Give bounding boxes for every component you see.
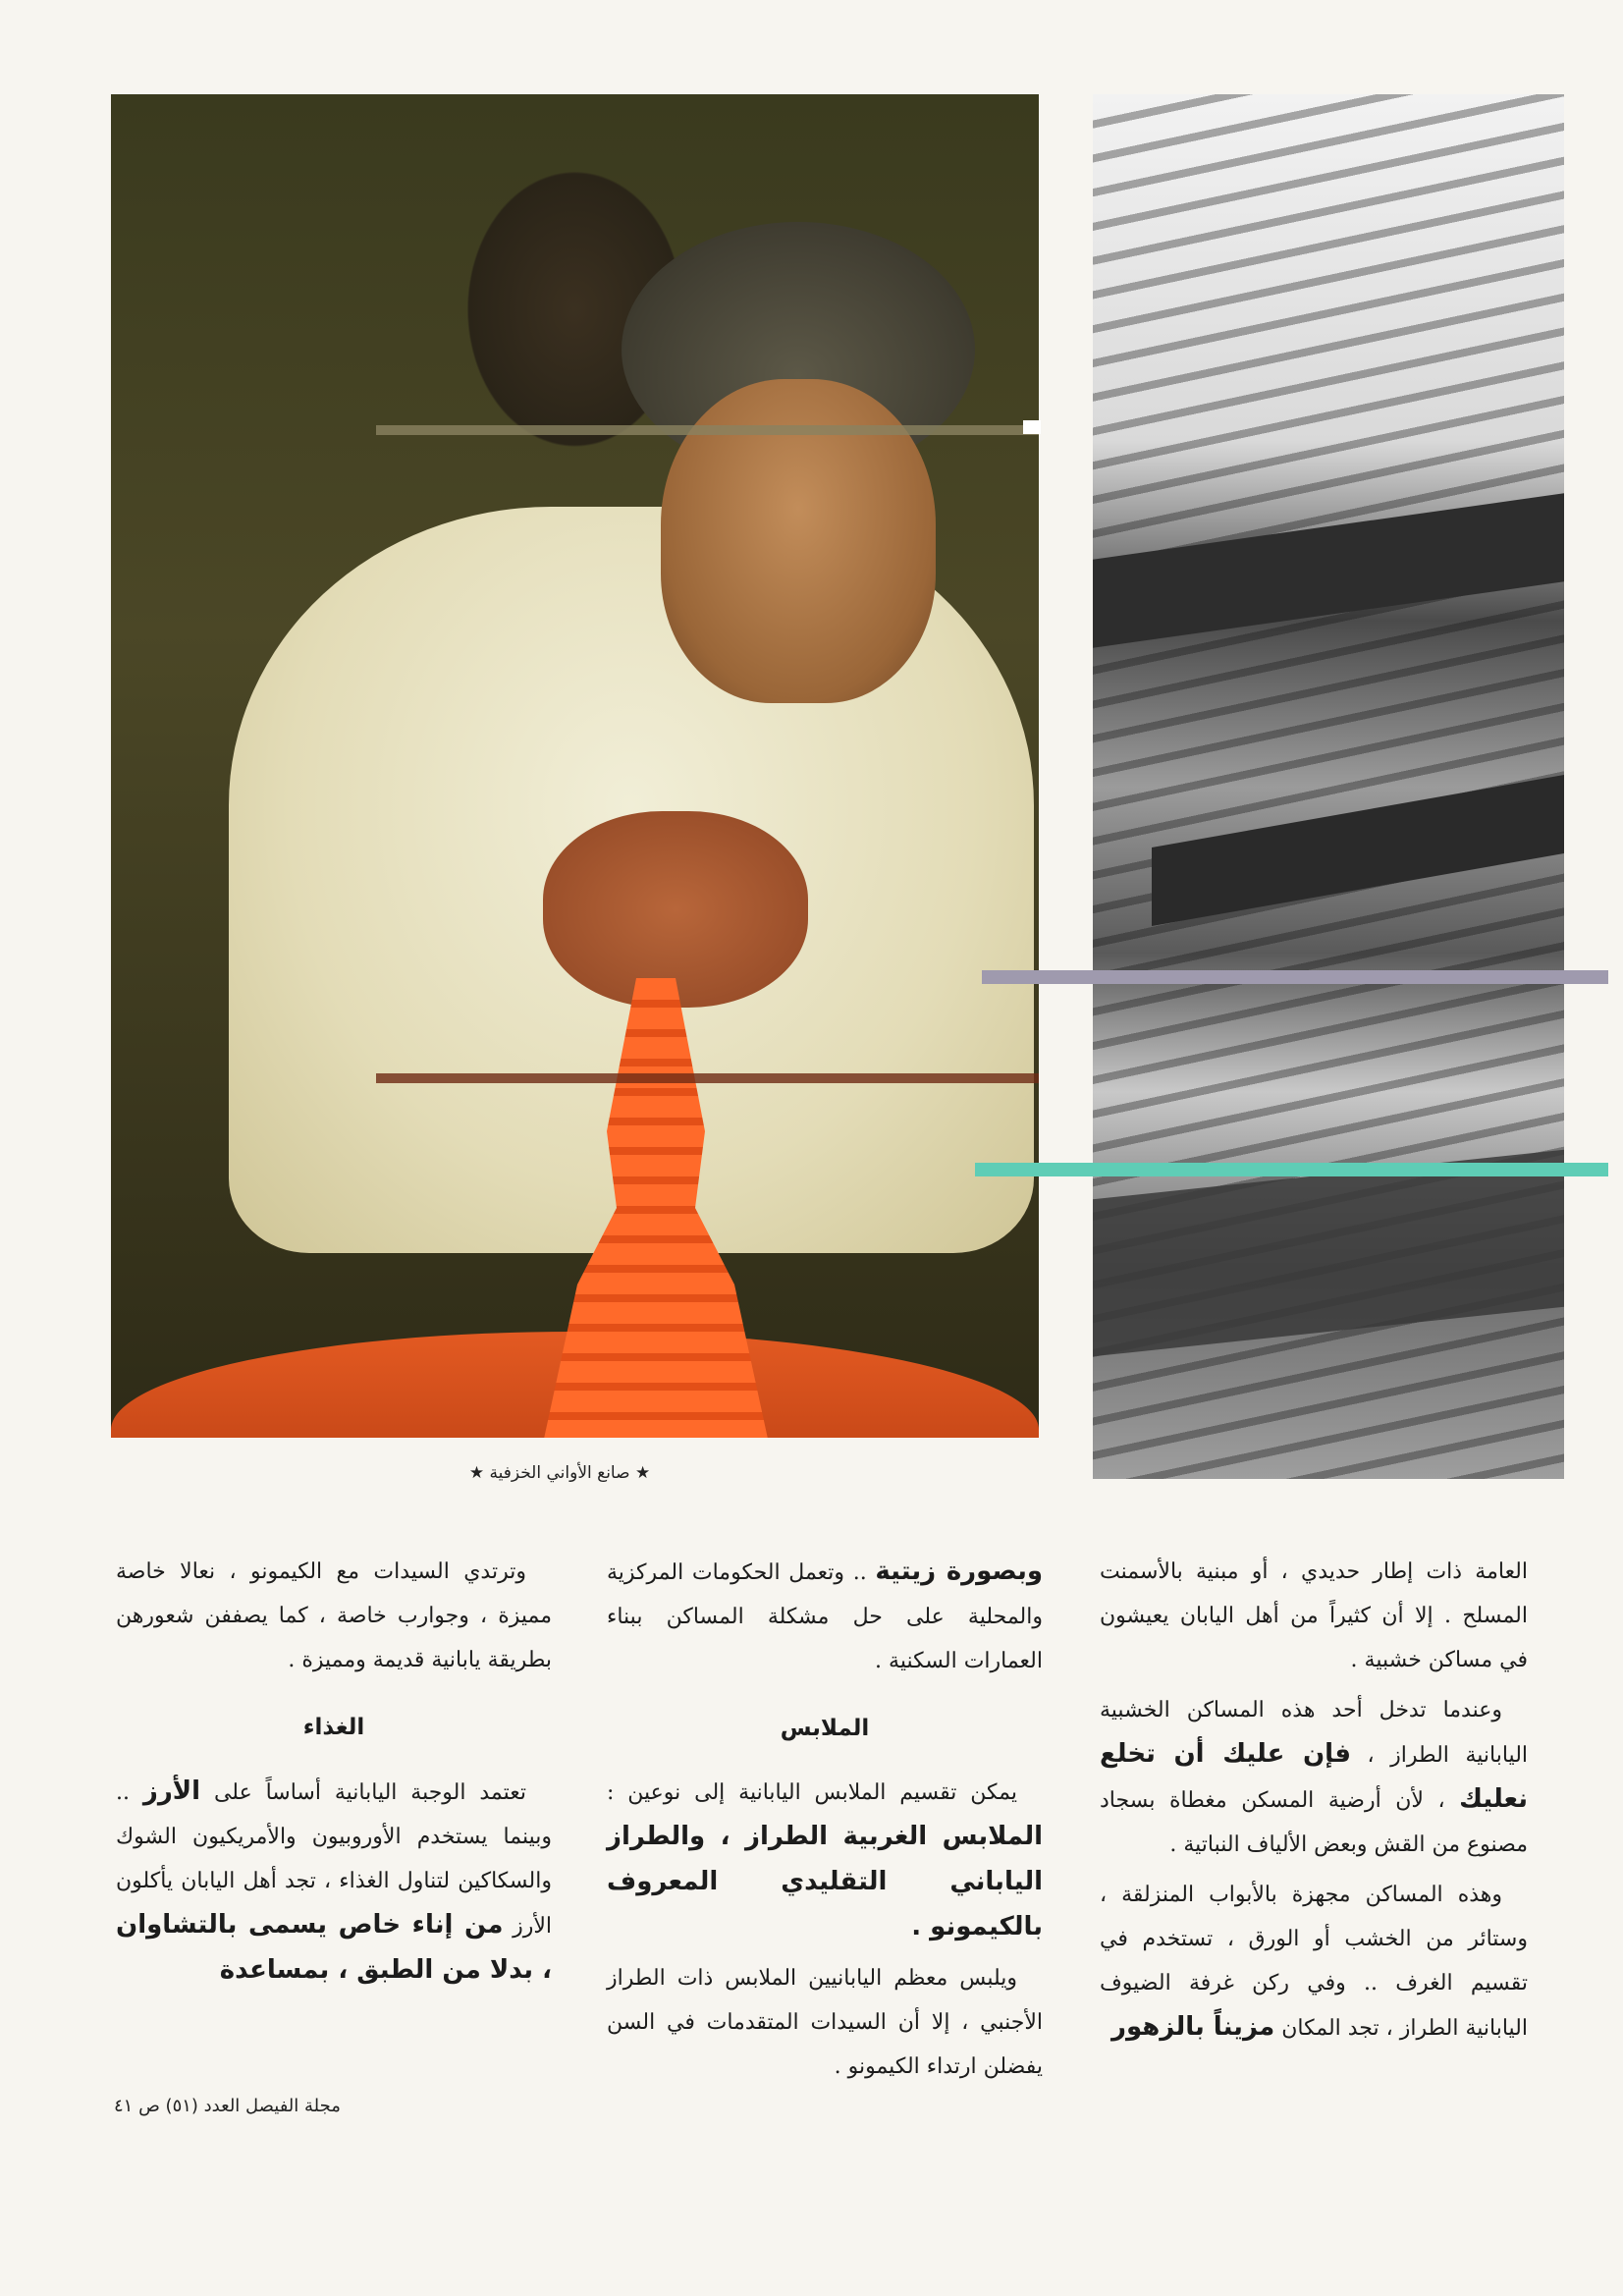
scan-artifact	[376, 1073, 1039, 1083]
paragraph: وترتدي السيدات مع الكيمونو ، نعالا خاصة مميزة ، وجوارب خاصة ، كما يصففن شعورهن بطريقة يابانية قديمة ومميزة .	[116, 1559, 552, 1672]
bold-text: من إناء خاص يسمى بالتشاوان ، بدلا من الطبق ، بمساعدة	[116, 1910, 552, 1985]
text-span: ، لأن أرضية المسكن مغطاة بسجاد مصنوع من القش وبعض الألياف النباتية .	[1100, 1788, 1528, 1857]
scan-artifact	[975, 1163, 1608, 1176]
rock-shape	[1152, 775, 1564, 926]
paragraph	[607, 1771, 1043, 1950]
page-footer: مجلة الفيصل العدد (٥١) ص ٤١	[114, 2096, 341, 2116]
text-span: .. وتعمل الحكومات المركزية والمحلية على حل مشكلة المساكن ببناء العمارات السكنية .	[607, 1560, 1043, 1673]
bold-text: وبصورة زيتية	[875, 1557, 1043, 1586]
coast-photo	[1093, 94, 1564, 1479]
section-heading-food: الغذاء	[302, 1715, 365, 1740]
text-span: تعتمد الوجبة اليابانية أساساً على	[200, 1780, 527, 1805]
bold-text: مزيناً بالزهور	[1111, 2012, 1275, 2042]
bold-text: الأرز	[142, 1777, 201, 1806]
paragraph	[116, 1770, 552, 1994]
text-span: يمكن تقسيم الملابس اليابانية إلى نوعين :	[607, 1780, 1017, 1805]
text-span: وعندما تدخل أحد هذه المساكن الخشبية اليابانية الطراز ،	[1100, 1698, 1529, 1768]
paragraph: العامة ذات إطار حديدي ، أو مبنية بالأسمنت المسلح . إلا أن كثيراً من أهل اليابان يعيشون في مساكن خشبية .	[1100, 1559, 1528, 1672]
potter-photo	[111, 94, 1039, 1438]
photo-caption: ★ صانع الأواني الخزفية ★	[468, 1463, 651, 1483]
rock-shape	[1093, 493, 1564, 647]
paragraph: ويلبس معظم اليابانيين الملابس ذات الطراز الأجنبي ، إلا أن السيدات المتقدمات في السن يفضلن ارتداء الكيمونو .	[607, 1966, 1043, 2079]
section-heading-clothing: الملابس	[780, 1716, 870, 1741]
paragraph	[1100, 1873, 1528, 2050]
scan-artifact	[376, 425, 1039, 435]
text-column-left	[116, 1550, 552, 1999]
paragraph	[1100, 1688, 1528, 1867]
text-span: وهذه المساكن مجهزة بالأبواب المنزلقة ، وستائر من الخشب أو الورق ، تستخدم في تقسيم الغرف .. وفي ركن غرفة الضيوف اليابانية الطراز ، تجد المكان	[1100, 1883, 1528, 2041]
bold-text: فإن عليك أن تخلع نعليك	[1100, 1739, 1528, 1814]
text-span: .. وبينما يستخدم الأوروبيون والأمريكيون الشوك والسكاكين لتناول الغذاء ، تجد أهل اليابان يأكلون الأرز	[116, 1780, 553, 1939]
rock-shape	[1093, 1150, 1564, 1356]
text-column-right	[1100, 1550, 1528, 2056]
scan-artifact	[982, 970, 1608, 984]
paragraph	[607, 1550, 1043, 1683]
text-column-middle	[607, 1550, 1043, 2095]
scan-artifact	[1023, 420, 1041, 434]
bold-text: الملابس الغربية الطراز ، والطراز الياباني التقليدي المعروف بالكيمونو .	[607, 1822, 1043, 1941]
